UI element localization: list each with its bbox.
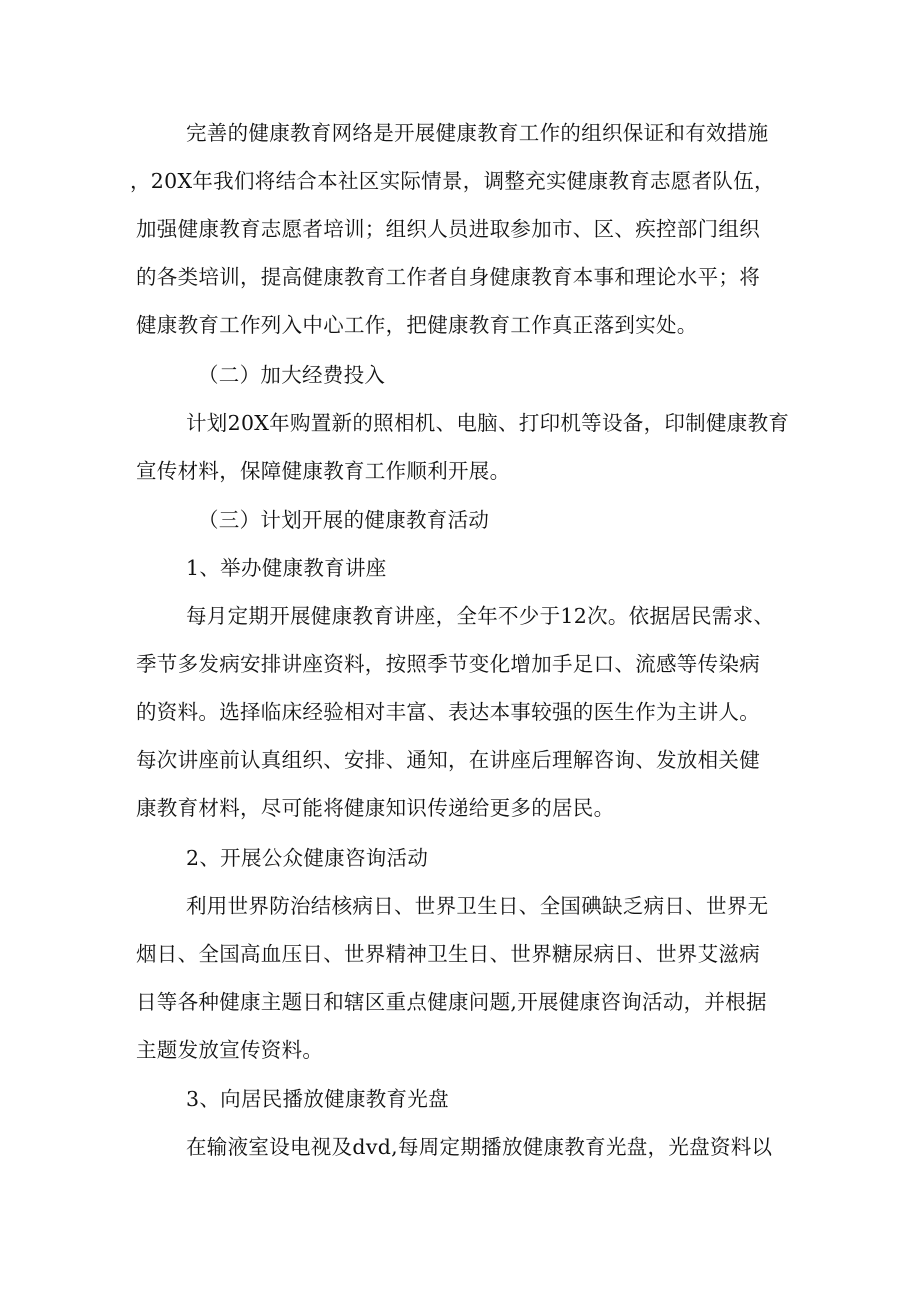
paragraph-line: 烟日、全国高血压日、世界精神卫生日、世界糖尿病日、世界艾滋病 bbox=[136, 942, 760, 966]
section-heading: （二）加大经费投入 bbox=[198, 363, 386, 387]
paragraph-line: 康教育材料，尽可能将健康知识传递给更多的居民。 bbox=[136, 796, 615, 820]
paragraph-line: 完善的健康教育网络是开展健康教育工作的组织保证和有效措施 bbox=[186, 121, 769, 145]
paragraph-line: 的各类培训，提高健康教育工作者自身健康教育本事和理论水平；将 bbox=[136, 265, 760, 289]
paragraph-line: 计划20X年购置新的照相机、电脑、打印机等设备，印制健康教育 bbox=[186, 411, 790, 435]
section-heading: （三）计划开展的健康教育活动 bbox=[198, 508, 490, 532]
paragraph-line: 加强健康教育志愿者培训；组织人员进取参加市、区、疾控部门组织 bbox=[136, 217, 760, 241]
paragraph-line: 在输液室设电视及dvd,每周定期播放健康教育光盘，光盘资料以 bbox=[186, 1135, 773, 1159]
paragraph-line: 每月定期开展健康教育讲座，全年不少于12次。依据居民需求、 bbox=[186, 604, 775, 628]
paragraph-line: 健康教育工作列入中心工作，把健康教育工作真正落到实处。 bbox=[136, 313, 698, 337]
paragraph-line: 宣传材料，保障健康教育工作顺利开展。 bbox=[136, 459, 511, 483]
subsection-heading: 2、开展公众健康咨询活动 bbox=[186, 846, 429, 870]
paragraph-line: ，20X年我们将结合本社区实际情景，调整充实健康教育志愿者队伍， bbox=[130, 169, 775, 193]
paragraph-line: 的资料。选择临床经验相对丰富、表达本事较强的医生作为主讲人。 bbox=[136, 700, 760, 724]
paragraph-line: 主题发放宣传资料。 bbox=[136, 1038, 324, 1062]
paragraph-line: 季节多发病安排讲座资料，按照季节变化增加手足口、流感等传染病 bbox=[136, 652, 760, 676]
paragraph-line: 每次讲座前认真组织、安排、通知，在讲座后理解咨询、发放相关健 bbox=[136, 748, 760, 772]
paragraph-line: 日等各种健康主题日和辖区重点健康问题,开展健康咨询活动，并根据 bbox=[136, 990, 767, 1014]
subsection-heading: 3、向居民播放健康教育光盘 bbox=[186, 1087, 449, 1111]
paragraph-line: 利用世界防治结核病日、世界卫生日、全国碘缺乏病日、世界无 bbox=[186, 894, 769, 918]
subsection-heading: 1、举办健康教育讲座 bbox=[186, 556, 387, 580]
